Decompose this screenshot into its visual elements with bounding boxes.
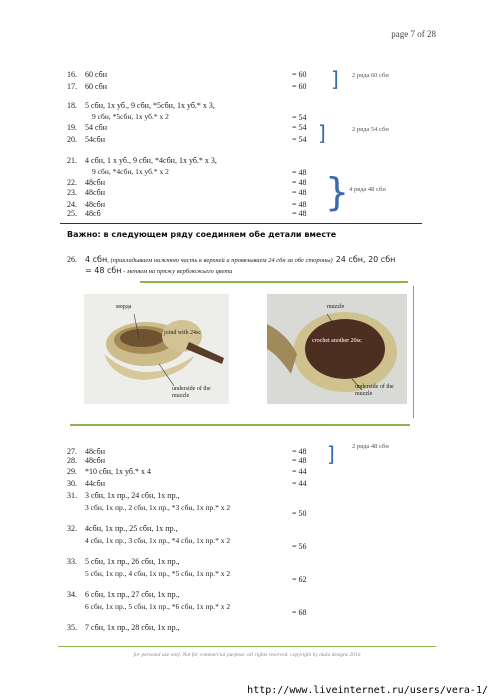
row-26 xyxy=(67,255,395,264)
row-text: 48сбн xyxy=(85,200,105,209)
label-underside-right: underside of the muzzle xyxy=(355,384,394,397)
row-result: = 48 xyxy=(292,178,307,187)
row-number: 20. xyxy=(67,135,77,144)
row-result: = 54 xyxy=(292,113,307,122)
row-number: 29. xyxy=(67,467,77,476)
row-number: 22. xyxy=(67,178,77,187)
row-number: 18. xyxy=(67,101,77,110)
row-result: = 54 xyxy=(292,135,307,144)
row-result: = 48 xyxy=(292,168,307,177)
row-result: = 50 xyxy=(292,509,307,518)
row-text: 48сбн xyxy=(85,456,105,465)
row-number: 28. xyxy=(67,456,77,465)
row-text: 5 сбн, 1х уб., 9 сбн, *5сбн, 1х уб.* х 3, xyxy=(85,101,215,110)
row-18 xyxy=(67,101,427,122)
row-21 xyxy=(67,156,427,177)
row-text-line2: 9 сбн, *5сбн, 1х уб.* х 2 xyxy=(92,112,169,121)
row-text: 4 сбн, 1 х уб., 9 сбн, *4сбн, 1х уб.* х 3, xyxy=(85,156,217,165)
row-26-line2 xyxy=(85,266,232,275)
row-26-part-b: , (прикладываем нижнюю часть к верхней и провязываем 24 сбн за обе стороны) xyxy=(107,257,333,264)
row-result: = 48 xyxy=(292,209,307,218)
row-17 xyxy=(67,82,427,93)
important-note: Важно: в следующем ряду соединяем обе детали вместе xyxy=(67,230,337,239)
row-number: 26. xyxy=(67,255,77,264)
row-26-part-d: = 48 сбн xyxy=(85,266,122,275)
row-26-part-e: - меняем на пряжу верблюжьего цвета xyxy=(121,268,233,275)
row-result: = 54 xyxy=(292,123,307,132)
row-26-part-c: 24 сбн, 20 сбн xyxy=(335,255,396,264)
note-4: 2 ряда 48 сбн xyxy=(352,443,389,450)
copyright-footer: for personal use only. Not for commercial purpose. all rights reserved. copyright by mula designs 2016 xyxy=(133,652,361,658)
source-url-link[interactable]: http://www.liveinternet.ru/users/vera-1/ xyxy=(247,685,488,696)
footer-line xyxy=(58,646,436,647)
curly-brace: } xyxy=(325,170,350,214)
row-text: 7 сбн, 1х пр., 28 сбн, 1х пр., xyxy=(85,623,180,632)
label-muzzle-ru: морда xyxy=(116,304,132,310)
row-26-part-a: 4 сбн xyxy=(85,255,108,264)
row-text: 3 сбн, 1х пр., 24 сбн, 1х пр., xyxy=(85,491,180,500)
row-text: 5 сбн, 1х пр., 26 сбн, 1х пр., xyxy=(85,557,180,566)
row-text: 60 сбн xyxy=(85,82,107,91)
note-3: 4 ряда 48 сбн xyxy=(349,186,386,193)
row-number: 34. xyxy=(67,590,77,599)
row-text: *10 сбн, 1х уб.* х 4 xyxy=(85,467,151,476)
label-crochet-another: crochet another 20sc xyxy=(312,338,362,344)
row-33 xyxy=(67,557,427,584)
row-result: = 48 xyxy=(292,456,307,465)
row-number: 21. xyxy=(67,156,77,165)
row-number: 30. xyxy=(67,479,77,488)
green-line-top xyxy=(140,281,408,283)
row-result: = 48 xyxy=(292,447,307,456)
row-number: 33. xyxy=(67,557,77,566)
row-result: = 60 xyxy=(292,82,307,91)
bracket-2: ] xyxy=(318,121,326,145)
label-joined: joind with 24sc xyxy=(164,330,201,336)
row-number: 24. xyxy=(67,200,77,209)
row-20 xyxy=(67,135,427,146)
photo-left xyxy=(84,294,229,404)
photo-panel xyxy=(62,286,414,418)
row-35 xyxy=(67,623,427,634)
row-29 xyxy=(67,467,427,478)
row-number: 31. xyxy=(67,491,77,500)
row-result: = 56 xyxy=(292,542,307,551)
row-text: 54сбн xyxy=(85,135,105,144)
row-result: = 62 xyxy=(292,575,307,584)
row-text-line2: 3 сбн, 1х пр., 2 сбн, 1х пр., *3 сбн, 1х пр.* х 2 xyxy=(85,503,231,512)
row-text-line2: 5 сбн, 1х пр., 4 сбн, 1х пр., *5 сбн, 1х пр.* х 2 xyxy=(85,569,231,578)
row-text: 48сб xyxy=(85,209,101,218)
label-underside-left: underside of the muzzle xyxy=(172,386,211,399)
row-25 xyxy=(67,209,427,220)
row-result: = 60 xyxy=(292,70,307,79)
row-text: 60 сбн xyxy=(85,70,107,79)
row-text: 4сбн, 1х пр., 25 сбн, 1х пр., xyxy=(85,524,178,533)
row-result: = 48 xyxy=(292,188,307,197)
row-32 xyxy=(67,524,427,551)
row-number: 25. xyxy=(67,209,77,218)
separator-line xyxy=(60,223,422,224)
row-28 xyxy=(67,456,427,467)
row-number: 27. xyxy=(67,447,77,456)
green-line-bottom xyxy=(70,424,410,426)
row-number: 19. xyxy=(67,123,77,132)
row-34 xyxy=(67,590,427,617)
row-number: 35. xyxy=(67,623,77,632)
row-result: = 44 xyxy=(292,479,307,488)
bracket-1: ] xyxy=(331,67,339,91)
row-result: = 68 xyxy=(292,608,307,617)
row-number: 17. xyxy=(67,82,77,91)
page-number: page 7 of 28 xyxy=(391,29,436,39)
row-text-line2: 9 сбн, *4сбн, 1х уб.* х 2 xyxy=(92,167,169,176)
note-1: 2 ряда 60 сбн xyxy=(352,72,389,79)
label-muzzle-en: muzzle xyxy=(327,304,345,310)
row-text: 44сбн xyxy=(85,479,105,488)
row-31 xyxy=(67,491,427,518)
row-text: 48сбн xyxy=(85,447,105,456)
row-number: 23. xyxy=(67,188,77,197)
row-result: = 48 xyxy=(292,200,307,209)
row-text: 54 сбн xyxy=(85,123,107,132)
row-text: 48сбн xyxy=(85,188,105,197)
row-number: 32. xyxy=(67,524,77,533)
row-30 xyxy=(67,479,427,490)
row-text: 48сбн xyxy=(85,178,105,187)
bracket-4: ] xyxy=(327,442,335,466)
photo-right xyxy=(267,294,407,404)
row-result: = 44 xyxy=(292,467,307,476)
note-2: 2 ряда 54 сбн xyxy=(352,126,389,133)
row-text-line2: 6 сбн, 1х пр., 5 сбн, 1х пр., *6 сбн, 1х пр.* х 2 xyxy=(85,602,231,611)
row-text-line2: 4 сбн, 1х пр., 3 сбн, 1х пр., *4 сбн, 1х пр.* х 2 xyxy=(85,536,231,545)
row-text: 6 сбн, 1х пр., 27 сбн, 1х пр., xyxy=(85,590,180,599)
row-number: 16. xyxy=(67,70,77,79)
